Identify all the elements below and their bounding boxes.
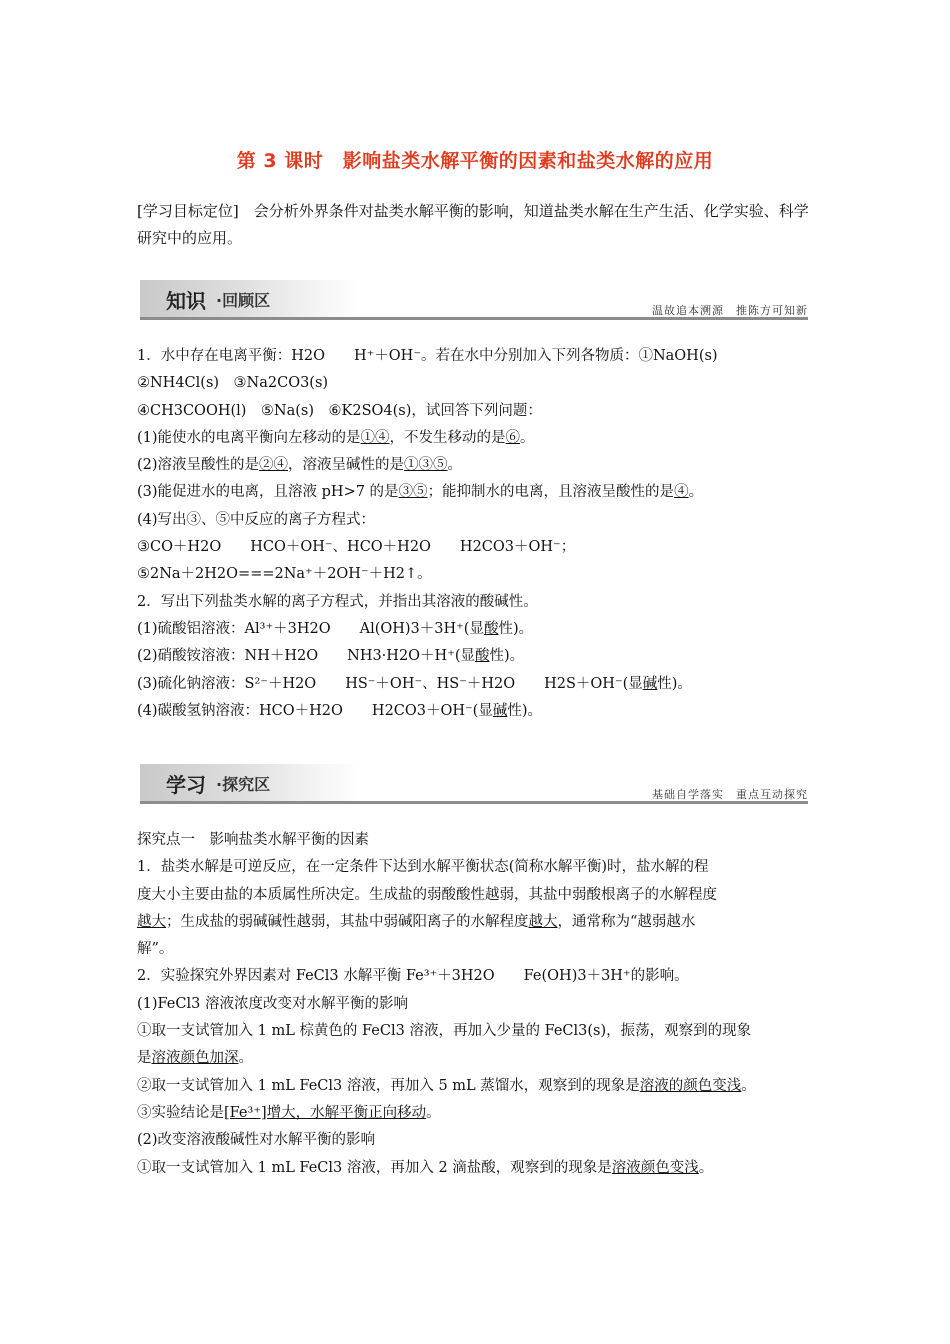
text-line — [137, 425, 827, 452]
line-text: 性)。 — [657, 675, 692, 692]
study-content — [137, 827, 827, 1182]
answer-text: 溶液颜色变浅 — [611, 1159, 699, 1176]
answer-text: 越大 — [528, 913, 558, 930]
answer-text: ①④ — [360, 429, 390, 446]
section-banner-study — [140, 764, 808, 804]
text-line — [137, 343, 827, 370]
line-text: (3)硫化钠溶液：S²⁻＋H2O HS⁻＋OH⁻、HS⁻＋H2O H2S＋OH⁻(显 — [137, 675, 643, 692]
line-text: ②NH4Cl(s) ③Na2CO3(s) — [137, 375, 329, 392]
text-line — [137, 909, 827, 936]
text-line — [137, 1073, 827, 1100]
answer-text: 越大 — [137, 913, 166, 930]
line-text: ③CO＋H2O HCO＋OH⁻、HCO＋H2O H2CO3＋OH⁻； — [137, 539, 576, 556]
text-line — [137, 479, 827, 506]
text-line — [137, 698, 827, 725]
line-text: (1)能使水的电离平衡向左移动的是 — [137, 429, 361, 446]
answer-text: ⑥ — [505, 429, 521, 446]
line-text: 解”。 — [137, 941, 174, 958]
line-text: 。 — [520, 429, 535, 446]
text-line — [137, 561, 827, 588]
text-line — [137, 936, 827, 963]
line-text: 探究点一 影响盐类水解平衡的因素 — [137, 832, 369, 848]
line-text: 性)。 — [489, 648, 525, 665]
line-text: 。 — [447, 457, 463, 474]
text-line — [137, 452, 827, 479]
text-line — [137, 370, 827, 397]
review-content — [137, 343, 827, 725]
text-line — [137, 854, 827, 881]
banner-title: 知识 — [166, 289, 206, 313]
line-text: 1．盐类水解是可逆反应，在一定条件下达到水解平衡状态(简称水解平衡)时，盐水解的程 — [137, 859, 709, 876]
text-line — [137, 963, 827, 990]
line-text: ，溶液呈碱性的是 — [288, 457, 405, 474]
line-text: (4)写出③、⑤中反应的离子方程式： — [137, 511, 376, 528]
line-text: (3)能促进水的电离，且溶液 pH>7 的是 — [137, 484, 399, 501]
objective-label: [学习目标定位] — [137, 202, 239, 220]
line-text: 。 — [741, 1077, 756, 1094]
line-text: (4)碳酸氢钠溶液：HCO＋H2O H2CO3＋OH⁻(显 — [137, 702, 493, 719]
line-text: 。 — [238, 1050, 253, 1067]
answer-text: 溶液的颜色变浅 — [639, 1077, 742, 1094]
line-text: ①取一支试管加入 1 mL FeCl3 溶液，再加入 2 滴盐酸，观察到的现象是 — [137, 1159, 612, 1176]
line-text: 1．水中存在电离平衡：H2O H⁺＋OH⁻。若在水中分别加入下列各物质：①NaOH(s) — [137, 348, 718, 364]
text-line — [137, 827, 827, 854]
section-banner-review — [140, 280, 808, 320]
page-title: 第 3 课时 影响盐类水解平衡的因素和盐类水解的应用 — [236, 150, 714, 172]
line-text: ④CH3COOH(l) ⑤Na(s) ⑥K2SO4(s)，试回答下列问题： — [137, 402, 542, 419]
text-line — [137, 398, 827, 425]
line-text: 。 — [698, 1159, 714, 1176]
text-line — [137, 1018, 827, 1045]
answer-text: 碱 — [642, 675, 658, 692]
line-text: ；生成盐的弱碱碱性越弱，其盐中弱碱阳离子的水解程度 — [166, 913, 529, 930]
answer-text: ③⑤ — [398, 484, 428, 501]
line-text: 2．实验探究外界因素对 FeCl3 水解平衡 Fe³⁺＋3H2O Fe(OH)3＋3H⁺的影响。 — [137, 968, 689, 985]
text-line — [137, 1100, 827, 1127]
line-text: 。 — [426, 1104, 441, 1121]
line-text: ，通常称为“越弱越水 — [557, 913, 696, 930]
text-line — [137, 671, 827, 698]
line-text: 。 — [688, 484, 704, 501]
answer-text: 碱 — [492, 702, 508, 719]
line-text: (1)FeCl3 溶液浓度改变对水解平衡的影响 — [137, 995, 408, 1012]
line-text: 度大小主要由盐的本质属性所决定。生成盐的弱酸酸性越弱，其盐中弱酸根离子的水解程度 — [137, 886, 717, 903]
line-text: (2)改变溶液酸碱性对水解平衡的影响 — [137, 1132, 376, 1149]
line-text: ①取一支试管加入 1 mL 棕黄色的 FeCl3 溶液，再加入少量的 FeCl3(s)，振荡，观察到的现象 — [137, 1023, 752, 1040]
text-line — [137, 589, 827, 616]
text-line — [137, 882, 827, 909]
objective-text: 会分析外界条件对盐类水解平衡的影响，知道盐类水解在生产生活、化学实验、科学研究中的应用。 — [137, 202, 809, 247]
banner-tagline: 温故追本溯源 推陈方可知新 — [652, 304, 808, 317]
text-line — [137, 1155, 827, 1182]
line-text: 是 — [137, 1050, 152, 1067]
answer-text: ②④ — [259, 457, 289, 474]
line-text: (2)溶液呈酸性的是 — [137, 457, 260, 474]
banner-tagline: 基础自学落实 重点互动探究 — [652, 788, 808, 801]
answer-text: ④ — [674, 484, 689, 501]
line-text: ⑤2Na＋2H2O===2Na⁺＋2OH⁻＋H2↑。 — [137, 566, 432, 583]
answer-text: 酸 — [475, 648, 490, 665]
line-text: (2)硝酸铵溶液：NH＋H2O NH3·H2O＋H⁺(显 — [137, 648, 476, 665]
banner-subtitle: ·探究区 — [216, 775, 271, 794]
text-line — [137, 991, 827, 1018]
text-line — [137, 643, 827, 670]
text-line — [137, 507, 827, 534]
line-text: (1)硫酸铝溶液：Al³⁺＋3H2O Al(OH)3＋3H⁺(显 — [137, 620, 484, 637]
line-text: 2．写出下列盐类水解的离子方程式，并指出其溶液的酸碱性。 — [137, 593, 538, 610]
answer-text: 溶液颜色加深 — [151, 1050, 239, 1067]
answer-text: [Fe³⁺]增大，水解平衡正向移动 — [224, 1104, 427, 1121]
line-text: ②取一支试管加入 1 mL FeCl3 溶液，再加入 5 mL 蒸馏水，观察到的现象是 — [137, 1077, 640, 1094]
text-line — [137, 616, 827, 643]
answer-text: ①③⑤ — [404, 457, 448, 474]
answer-text: 酸 — [483, 620, 499, 637]
learning-objective — [137, 198, 817, 252]
text-line — [137, 534, 827, 561]
line-text: ；能抑制水的电离，且溶液呈酸性的是 — [427, 484, 675, 501]
line-text: ，不发生移动的是 — [389, 429, 506, 446]
banner-title: 学习 — [166, 773, 206, 797]
line-text: ③实验结论是 — [137, 1104, 224, 1121]
line-text: 性)。 — [507, 702, 543, 719]
banner-subtitle: ·回顾区 — [216, 291, 271, 310]
line-text: 性)。 — [498, 620, 534, 637]
text-line — [137, 1045, 827, 1072]
text-line — [137, 1127, 827, 1154]
